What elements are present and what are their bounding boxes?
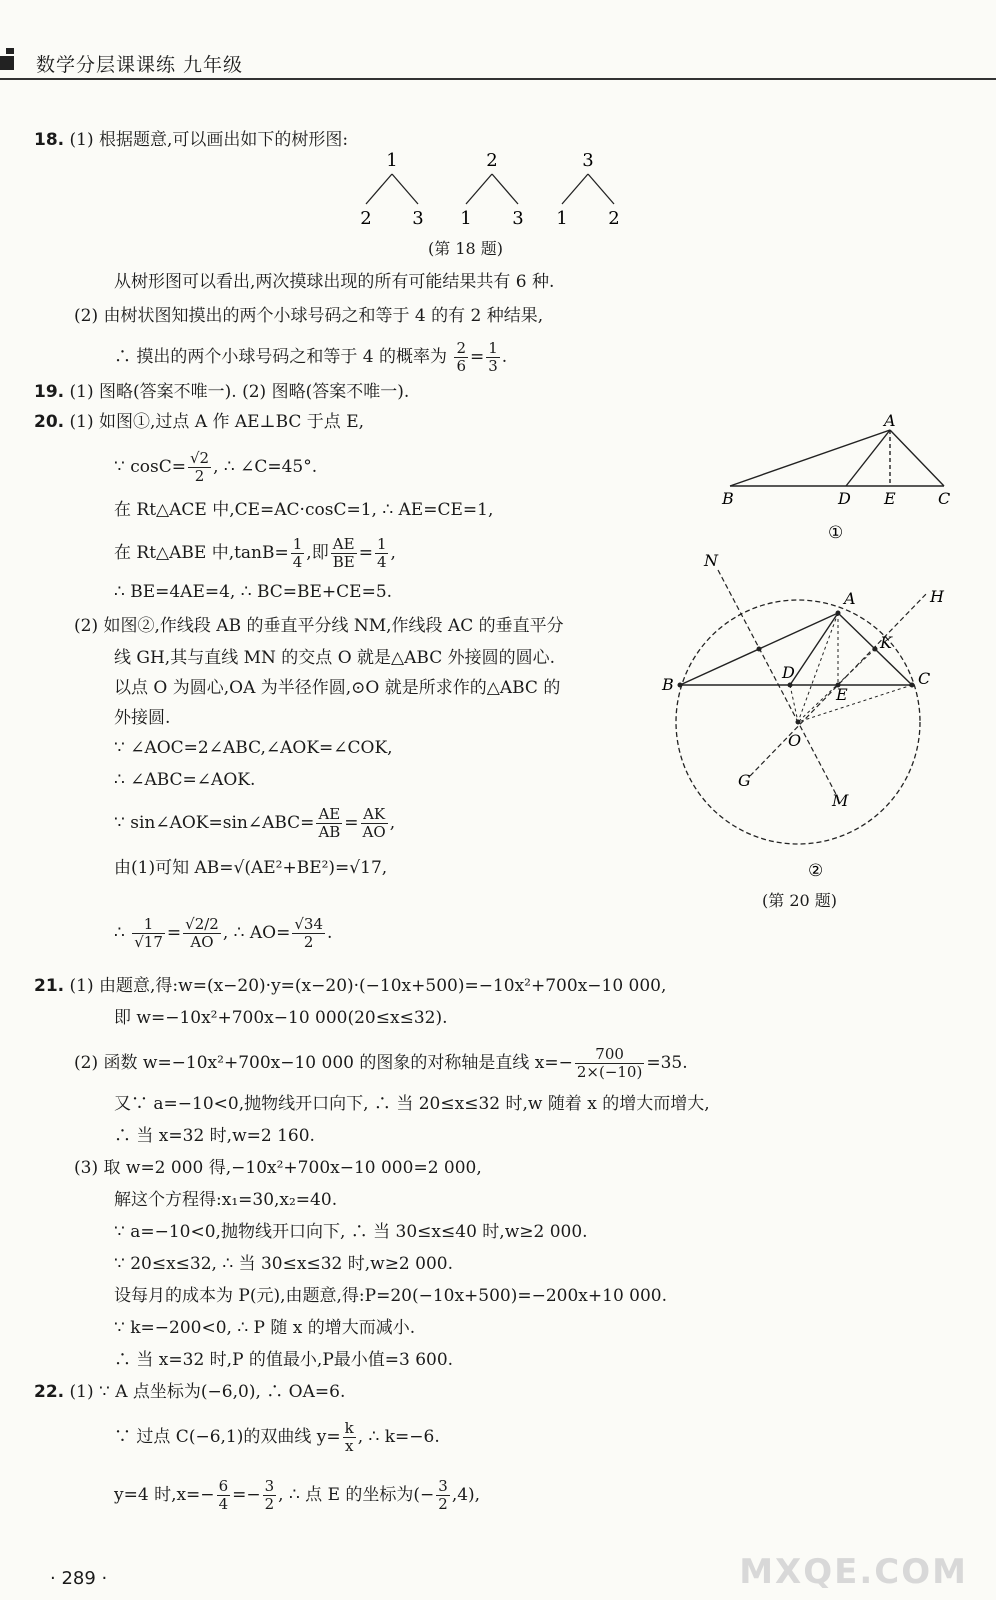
- q20-line14: ∴ $\frac{1}{√17}$ = $\frac{√2/2}{AO}$ , ∴ AO= $\frac{√34}{2}$ .: [114, 915, 333, 951]
- tree2-left: 1: [460, 208, 472, 229]
- svg-text:B: B: [662, 675, 674, 694]
- tree3-left: 1: [556, 208, 568, 229]
- header-rule: [0, 78, 996, 80]
- q20-line7: 线 GH,其与直线 MN 的交点 O 就是△ABC 外接圆的圆心.: [114, 648, 556, 668]
- svg-text:O: O: [788, 731, 802, 750]
- header-mark-icon: [0, 48, 18, 74]
- q20-frac-sqrt2: $\frac{√2}{2}$: [189, 449, 210, 485]
- q20-line8: 以点 O 为圆心,OA 为半径作圆,⊙O 就是所求作的△ABC 的: [114, 678, 561, 698]
- svg-text:M: M: [832, 791, 849, 810]
- q21-number: 21.: [34, 976, 65, 996]
- svg-text:H: H: [930, 587, 944, 606]
- q18-fraction1: $\frac{2}{6}$: [456, 339, 466, 375]
- svg-text:C: C: [918, 669, 931, 688]
- q19-number: 19.: [34, 382, 65, 402]
- q22-line2: ∵ 过点 C(−6,1)的双曲线 y= $\frac{k}{x}$ , ∴ k=−6.: [114, 1419, 440, 1455]
- q20-line11: ∴ ∠ABC=∠AOK.: [114, 770, 256, 790]
- q20-number: 20.: [34, 412, 65, 432]
- q20-figure2: [660, 550, 960, 886]
- q20-line13: 由(1)可知 AB=√(AE²+BE²)=√17,: [114, 858, 388, 878]
- q18-line2: 从树形图可以看出,两次摸球出现的所有可能结果共有 6 种.: [114, 272, 555, 292]
- q21-line4: 又∵ a=−10<0,抛物线开口向下, ∴ 当 20≤x≤32 时,w 随着 x 的增大而增大,: [114, 1094, 710, 1114]
- svg-text:D: D: [838, 489, 851, 508]
- book-title: 数学分层课课练 九年级: [36, 54, 244, 76]
- q20-line1: [34, 410, 364, 434]
- q21-line6: (3) 取 w=2 000 得,−10x²+700x−10 000=2 000,: [74, 1158, 482, 1178]
- q21-line9: ∵ 20≤x≤32, ∴ 当 30≤x≤32 时,w≥2 000.: [114, 1254, 454, 1274]
- q20-caption: (第 20 题): [762, 891, 838, 910]
- q21-line11: ∵ k=−200<0, ∴ P 随 x 的增大而减小.: [114, 1318, 416, 1338]
- q20-line12: ∵ sin∠AOK=sin∠ABC= $\frac{AE}{AB}$ = $\frac{AK}{AO}$ ,: [114, 805, 396, 841]
- page-header: [0, 40, 996, 82]
- q20-line6: (2) 如图②,作线段 AB 的垂直平分线 NM,作线段 AC 的垂直平分: [74, 616, 564, 636]
- svg-text:E: E: [836, 685, 848, 704]
- svg-text:K: K: [880, 633, 892, 652]
- q20-line5: ∴ BE=4AE=4, ∴ BC=BE+CE=5.: [114, 582, 393, 602]
- svg-text:②: ②: [808, 861, 824, 881]
- svg-text:C: C: [938, 489, 951, 508]
- q22-line1: 22. (1) ∵ A 点坐标为(−6,0), ∴ OA=6.: [34, 1382, 346, 1402]
- q19-line: [34, 380, 409, 404]
- q21-line5: ∴ 当 x=32 时,w=2 160.: [114, 1126, 315, 1146]
- q21-line1: 21. (1) 由题意,得:w=(x−20)·y=(x−20)·(−10x+500)=−10x²+700x−10 000,: [34, 976, 667, 996]
- svg-text:B: B: [722, 489, 734, 508]
- q18-text1: (1) 根据题意,可以画出如下的树形图:: [69, 130, 349, 150]
- q21-line3: (2) 函数 w=−10x²+700x−10 000 的图象的对称轴是直线 x=− $\frac{700}{2\times(-10)}$ =35.: [74, 1045, 688, 1081]
- q21-line7: 解这个方程得:x₁=30,x₂=40.: [114, 1190, 338, 1210]
- q20-line10: ∵ ∠AOC=2∠ABC,∠AOK=∠COK,: [114, 738, 393, 758]
- q18-line3: (2) 由树状图知摸出的两个小球号码之和等于 4 的有 2 种结果,: [74, 306, 544, 326]
- tree1-root: 1: [386, 150, 398, 171]
- q19-text: (1) 图略(答案不唯一). (2) 图略(答案不唯一).: [69, 382, 410, 402]
- q18-tree-diagram: [340, 148, 640, 230]
- page-number: · 289 ·: [50, 1568, 108, 1589]
- q21-line8: ∵ a=−10<0,抛物线开口向下, ∴ 当 30≤x≤40 时,w≥2 000.: [114, 1222, 588, 1242]
- q20-line2: ∵ cosC= $\frac{√2}{2}$ , ∴ ∠C=45°.: [114, 449, 318, 485]
- q22-number: 22.: [34, 1382, 65, 1402]
- svg-text:①: ①: [828, 523, 844, 543]
- q18-line4: ∴ 摸出的两个小球号码之和等于 4 的概率为 $\frac{2}{6}$ = $\frac{1}{3}$ .: [114, 339, 508, 375]
- svg-text:A: A: [844, 589, 856, 608]
- svg-text:N: N: [704, 551, 718, 570]
- q21-line10: 设每月的成本为 P(元),由题意,得:P=20(−10x+500)=−200x+10 000.: [114, 1286, 668, 1306]
- svg-text:G: G: [738, 771, 751, 790]
- q18-line4-text: ∴ 摸出的两个小球号码之和等于 4 的概率为: [114, 347, 448, 367]
- q18-line1: [34, 128, 348, 152]
- tree1-left: 2: [360, 208, 372, 229]
- q20-line3: 在 Rt△ACE 中,CE=AC·cosC=1, ∴ AE=CE=1,: [114, 500, 494, 520]
- q20-line4: 在 Rt△ABE 中,tanB= $\frac{1}{4}$ ,即 $\frac{AE}{BE}$ = $\frac{1}{4}$ ,: [114, 535, 396, 571]
- q21-line2: 即 w=−10x²+700x−10 000(20≤x≤32).: [114, 1008, 448, 1028]
- q18-caption: (第 18 题): [428, 239, 504, 258]
- svg-text:D: D: [782, 663, 795, 682]
- tree1-right: 3: [412, 208, 424, 229]
- q18-number: 18.: [34, 130, 65, 150]
- watermark-logo: MXQE.COM: [739, 1552, 968, 1592]
- tree2-root: 2: [486, 150, 498, 171]
- tree3-root: 3: [582, 150, 594, 171]
- svg-text:A: A: [884, 411, 896, 430]
- q20-figure1: [712, 410, 962, 546]
- q21-line12: ∴ 当 x=32 时,P 的值最小,P最小值=3 600.: [114, 1350, 454, 1370]
- q22-line3: y=4 时,x=− $\frac{6}{4}$ =− $\frac{3}{2}$ , ∴ 点 E 的坐标为(− $\frac{3}{2}$ ,4),: [114, 1477, 481, 1513]
- q18-fraction2: $\frac{1}{3}$: [488, 339, 498, 375]
- q20-line9: 外接圆.: [114, 708, 171, 728]
- tree2-right: 3: [512, 208, 524, 229]
- tree3-right: 2: [608, 208, 620, 229]
- svg-text:E: E: [884, 489, 896, 508]
- q20-text1: (1) 如图①,过点 A 作 AE⊥BC 于点 E,: [69, 412, 365, 432]
